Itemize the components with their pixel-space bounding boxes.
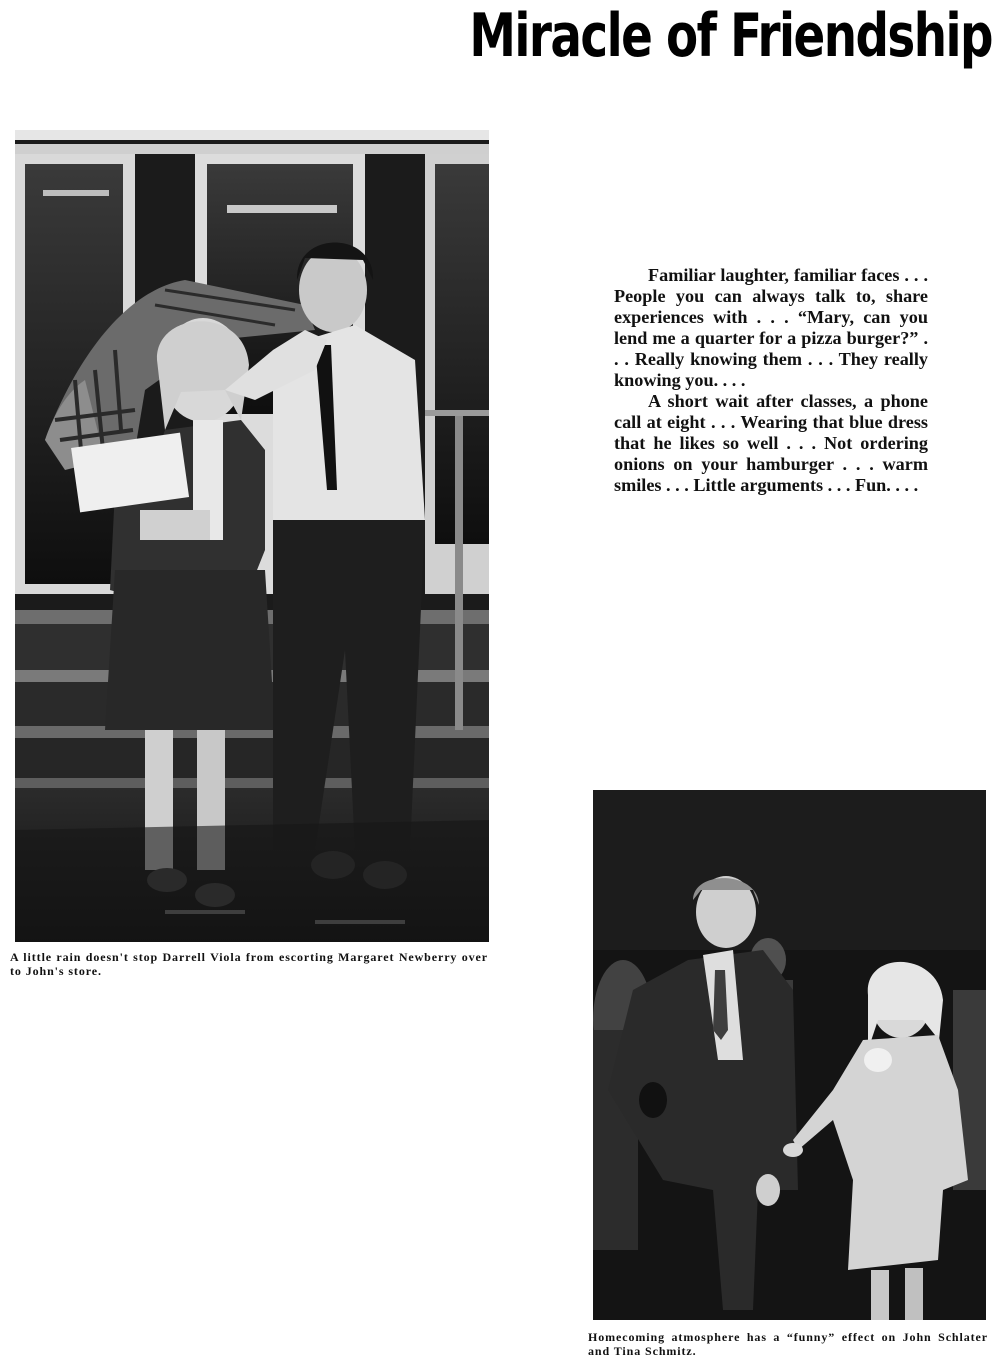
article-body [614,265,928,496]
photo-homecoming-couple-image [593,790,986,1320]
body-paragraph: A short wait after classes, a phone call at eight . . . Wearing that blue dress that he likes so well . . . Not ordering onions on your hamburger . . . warm smiles . . . Little arguments . . . Fun. . . . [614,391,928,495]
body-paragraph: Familiar laughter, familiar faces . . . People you can always talk to, share experiences with . . . “Mary, can you lend me a quarter for a pizza burger?” . . . Really knowing them . . . They really knowing you. . . . [614,265,928,390]
photo-couple-in-rain [15,130,489,942]
photo-caption: Homecoming atmosphere has a “funny” effect on John Schlater and Tina Schmitz. [588,1330,988,1358]
photo-homecoming-couple [593,790,986,1320]
page-title: Miracle of Friendship [469,1,992,71]
photo-couple-in-rain-image [15,130,489,942]
photo-caption: A little rain doesn't stop Darrell Viola from escorting Margaret Newberry over to John's store. [10,950,488,978]
